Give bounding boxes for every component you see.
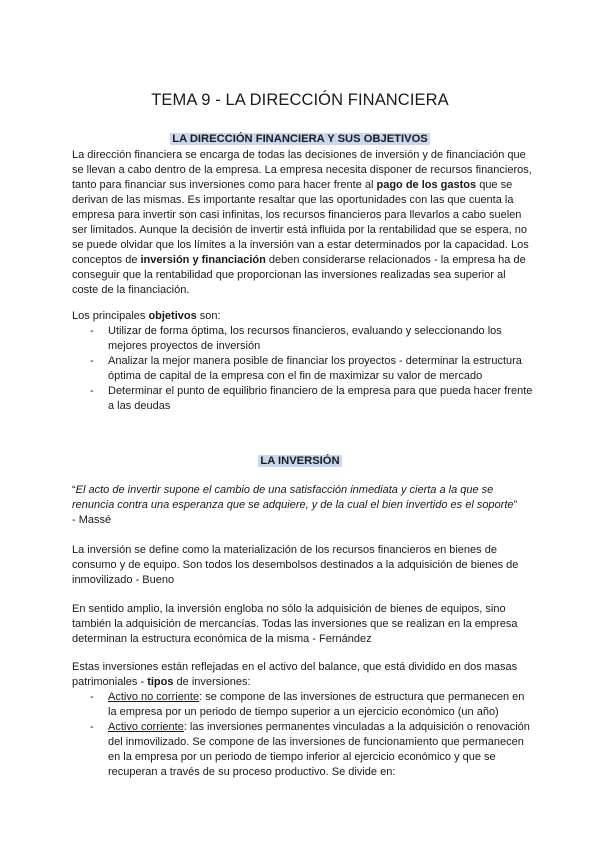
section-heading-direccion xyxy=(0,133,600,145)
list-item xyxy=(72,690,534,720)
quote-open-mark: “ xyxy=(72,484,76,496)
list-item-text: : se compone de las inversiones de estructura que permanecen en la empresa por un periodo de tiempo superior a un ejercicio económico (un año) xyxy=(108,691,525,718)
list-item xyxy=(72,354,534,384)
list-item-text: Determinar el punto de equilibrio financiero de la empresa para que pueda hacer frente a las deudas xyxy=(108,385,533,412)
types-intro-text: Estas inversiones están reflejadas en el activo del balance, que está dividido en dos masas patrimoniales - xyxy=(72,661,518,688)
term-activo-corriente: Activo corriente xyxy=(108,721,184,733)
quote-text: El acto de invertir supone el cambio de una satisfacción inmediata y cierta a la que se renuncia contra una esperanza que se adquiere, y de la cual el bien invertido es el soporte xyxy=(72,484,514,511)
objectives-bold: objetivos xyxy=(148,310,197,322)
objectives-intro-end: son: xyxy=(196,310,221,322)
quote-block xyxy=(72,483,534,528)
list-item xyxy=(72,324,534,354)
dash-bullet: - xyxy=(90,355,94,367)
dash-bullet: - xyxy=(90,691,94,703)
types-bold: tipos xyxy=(147,676,174,688)
paragraph-sentido-amplio: En sentido amplio, la inversión engloba no sólo la adquisición de bienes de equipos, sino también la adquisición de mercancías. Todas las inversiones que se realizan en la empresa determinan la estructura económica de la misma - Fernández xyxy=(72,603,518,645)
types-intro xyxy=(72,660,534,690)
dash-bullet: - xyxy=(90,385,94,397)
paragraph-text: deben considerarse relacionados - la empresa ha de conseguir que la rentabilidad que proporcionan las inversiones realizadas sea superior al coste de la financiación. xyxy=(72,254,526,296)
dash-bullet: - xyxy=(90,325,94,337)
types-list xyxy=(72,690,534,780)
types-intro-end: de inversiones: xyxy=(173,676,251,688)
bold-text: pago de los gastos xyxy=(376,179,477,191)
section-heading-direccion-text: LA DIRECCIÓN FINANCIERA Y SUS OBJETIVOS xyxy=(172,133,428,145)
paragraph-direccion-intro xyxy=(72,148,534,298)
list-item-text: Utilizar de forma óptima, los recursos financieros, evaluando y seleccionando los mejores proyectos de inversión xyxy=(108,325,502,352)
bold-text: inversión y financiación xyxy=(140,254,266,266)
list-item xyxy=(72,720,534,780)
paragraph-definicion: La inversión se define como la materialización de los recursos financieros en bienes de consumo y de equipo. Son todos los desembolsos destinados a la adquisición de bienes de inmovilizado - Bueno xyxy=(72,544,519,586)
types-block xyxy=(72,660,534,780)
list-item-text: : las inversiones permanentes vinculadas a la adquisición o renovación del inmovilizado. Se compone de las inversiones de funcionamiento que permanecen en la empresa por un periodo de tiempo inferior al ejercicio económico y que se recuperan a través de su proceso productivo. Se divide en: xyxy=(108,721,530,778)
section-heading-inversion xyxy=(0,455,600,467)
paragraph-text: La dirección financiera se encarga de todas las decisiones de inversión y de financiación que se llevan a cabo dentro de la empresa. La empresa necesita disponer de recursos financieros, tanto para financiar sus inversiones como para hacer frente al xyxy=(72,149,532,191)
section-heading-inversion-text: LA INVERSIÓN xyxy=(260,455,340,467)
objectives-block xyxy=(72,309,534,414)
objectives-list xyxy=(72,324,534,414)
term-activo-no-corriente: Activo no corriente xyxy=(108,691,200,703)
objectives-intro xyxy=(72,309,534,324)
paragraph-text: que se derivan de las mismas. Es importante resaltar que las oportunidades con las que cuenta la empresa para invertir son casi infinitas, los recursos financieros para llevarlos a cabo suelen ser limitados. Aunque la decisión de invertir está influida por la rentabilidad que se espera, no se puede olvidar que los límites a la inversión van a estar determinados por la capacidad. Los conceptos de xyxy=(72,179,529,266)
list-item-text: Analizar la mejor manera posible de financiar los proyectos - determinar la estructura óptima de capital de la empresa con el fin de maximizar su valor de mercado xyxy=(108,355,522,382)
quote-author: - Massé xyxy=(72,514,112,526)
dash-bullet: - xyxy=(90,721,94,733)
page-title: TEMA 9 - LA DIRECCIÓN FINANCIERA xyxy=(151,91,449,109)
objectives-intro-text: Los principales xyxy=(72,310,149,322)
list-item xyxy=(72,384,534,414)
quote-close-mark: ” xyxy=(513,499,518,511)
